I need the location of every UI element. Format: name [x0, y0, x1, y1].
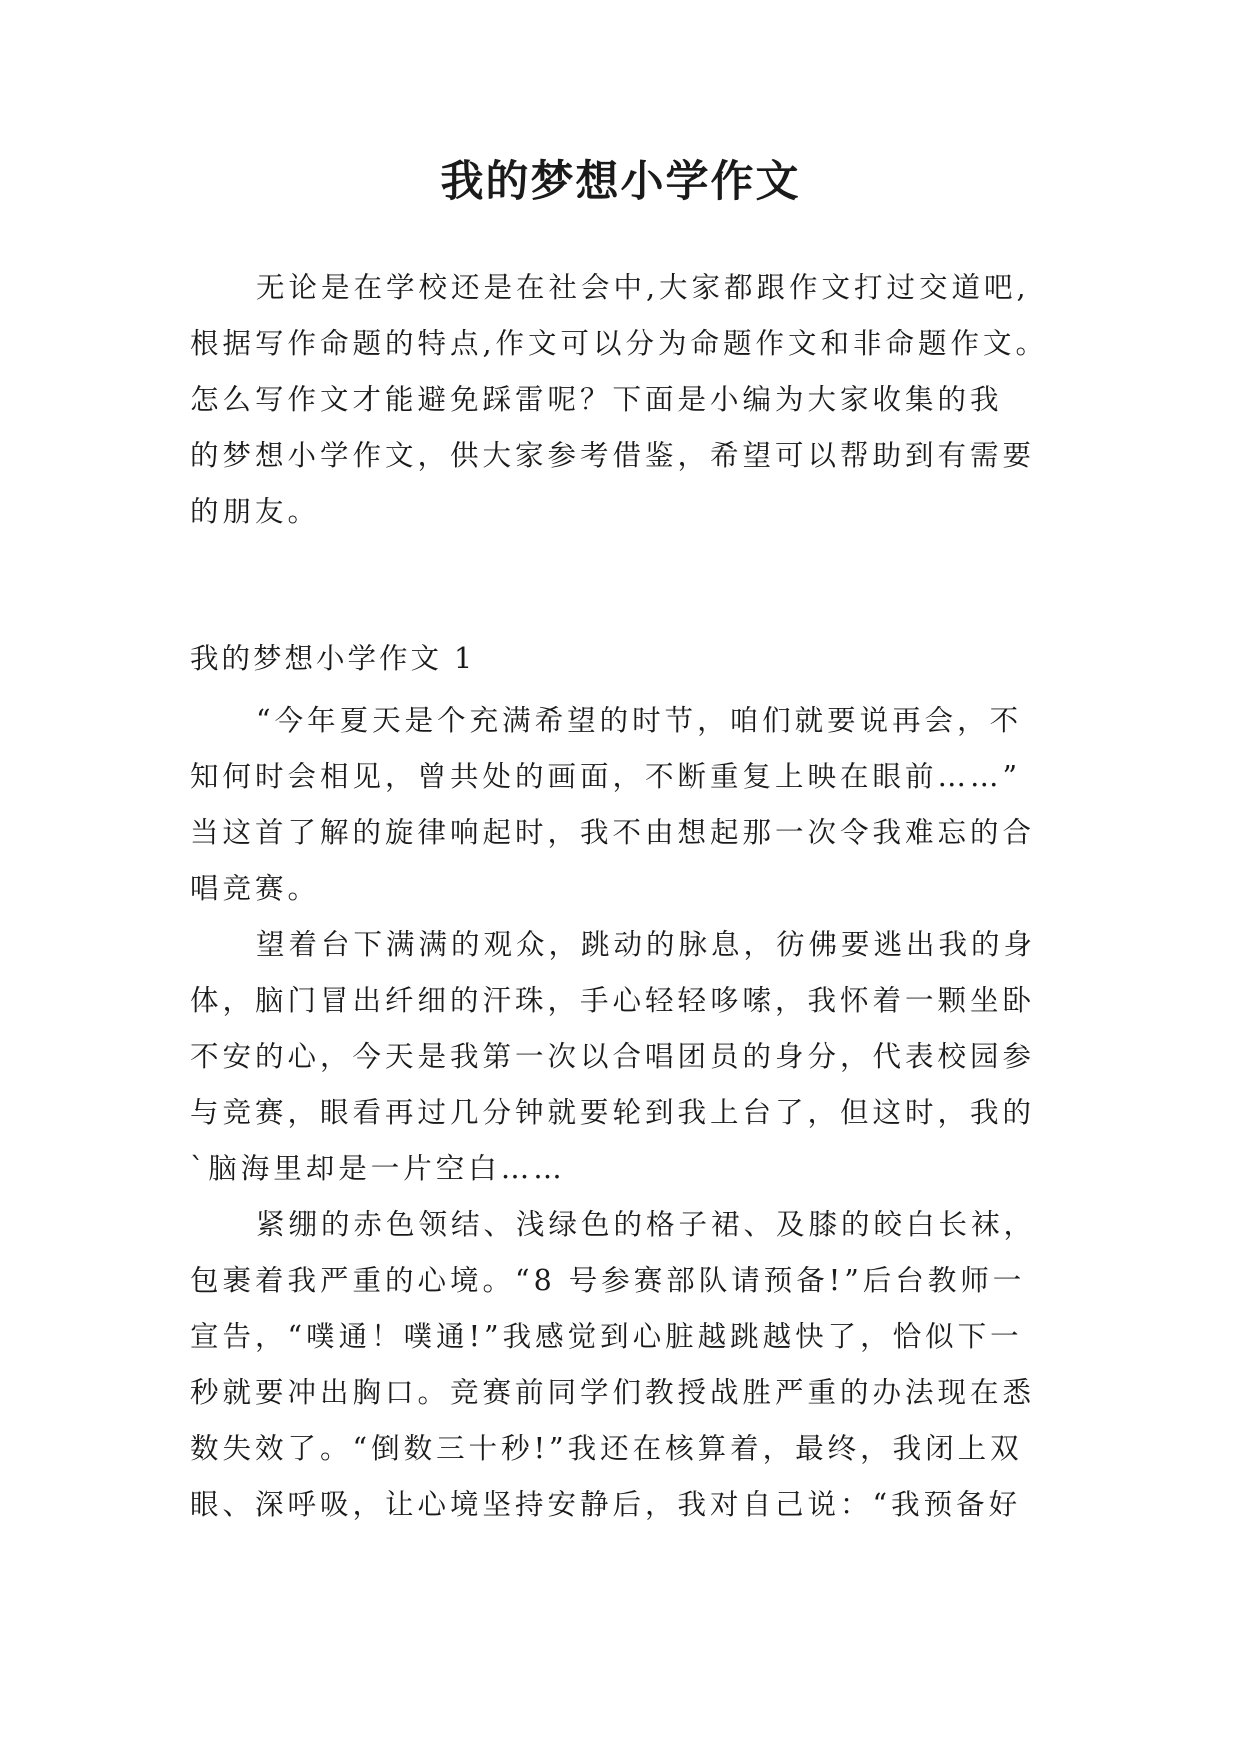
text-line: 根据写作命题的特点,作文可以分为命题作文和非命题作文。 [190, 327, 1049, 360]
document-title: 我的梦想小学作文 [440, 157, 801, 207]
text-line: 与竞赛，眼看再过几分钟就要轮到我上台了，但这时，我的 [190, 1096, 1036, 1129]
text-line: 体，脑门冒出纤细的汗珠，手心轻轻哆嗦，我怀着一颗坐卧 [190, 984, 1036, 1017]
text-line: 望着台下满满的观众，跳动的脉息，彷佛要逃出我的身 [256, 928, 1037, 961]
paragraph-1 [190, 693, 1052, 917]
paragraph-2 [190, 917, 1052, 1197]
text-line: `脑海里却是一片空白…… [190, 1152, 566, 1185]
text-line: “今年夏天是个充满希望的时节，咱们就要说再会，不 [256, 704, 1023, 737]
text-line: 知何时会相见，曾共处的画面，不断重复上映在眼前……” [190, 760, 1022, 793]
section-heading: 我的梦想小学作文 1 [190, 642, 476, 675]
text-line: 紧绷的赤色领结、浅绿色的格子裙、及膝的皎白长袜， [256, 1208, 1037, 1241]
text-line: 当这首了解的旋律响起时，我不由想起那一次令我难忘的合 [190, 816, 1036, 849]
text-line: 怎么写作文才能避免踩雷呢？下面是小编为大家收集的我 [190, 383, 1003, 416]
paragraph-3 [190, 1197, 1052, 1533]
text-line: 无论是在学校还是在社会中,大家都跟作文打过交道吧, [256, 271, 1030, 304]
text-line: 唱竞赛。 [190, 872, 321, 905]
text-line: 眼、深呼吸，让心境坚持安静后，我对自己说：“我预备好 [190, 1488, 1022, 1521]
text-line: 秒就要冲出胸口。竞赛前同学们教授战胜严重的办法现在悉 [190, 1376, 1036, 1409]
text-line: 的梦想小学作文，供大家参考借鉴，希望可以帮助到有需要 [190, 439, 1036, 472]
text-line: 数失效了。“倒数三十秒!”我还在核算着，最终，我闭上双 [190, 1432, 1023, 1465]
intro-paragraph [190, 260, 1052, 540]
text-line: 不安的心，今天是我第一次以合唱团员的身分，代表校园参 [190, 1040, 1036, 1073]
text-line: 的朋友。 [190, 495, 321, 528]
text-line: 宣告，“噗通！噗通!”我感觉到心脏越跳越快了，恰似下一 [190, 1320, 1023, 1353]
text-line: 包裹着我严重的心境。“8 号参赛部队请预备!”后台教师一 [190, 1264, 1026, 1297]
